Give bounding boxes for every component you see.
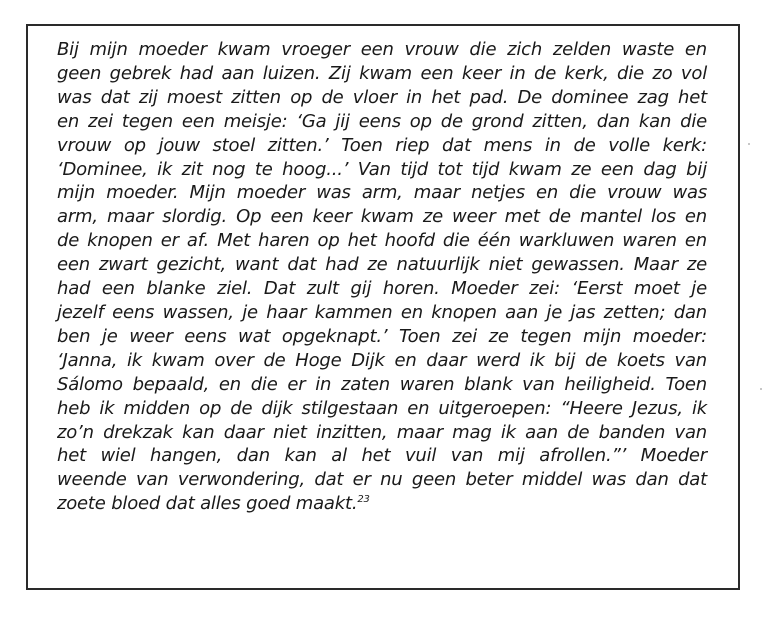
text-line: ‘Dominee, ik zit nog te hoog...’ Van tijd tot tijd kwam ze een dag bij	[57, 158, 707, 180]
text-line-last	[57, 492, 707, 516]
text-line: geen gebrek had aan luizen. Zij kwam een keer in de kerk, die zo vol	[57, 62, 707, 84]
scan-speck	[748, 143, 750, 145]
text-line: mijn moeder. Mijn moeder was arm, maar netjes en die vrouw was	[57, 182, 707, 204]
text-line: ben je weer eens wat opgeknapt.’ Toen zei ze tegen mijn moeder:	[57, 325, 707, 347]
text-line: arm, maar slordig. Op een keer kwam ze weer met de mantel los en	[57, 206, 707, 228]
text-line: heb ik midden op de dijk stilgestaan en uitgeroepen: “Heere Jezus, ik	[57, 397, 707, 419]
text-line: jezelf eens wassen, je haar kammen en knopen aan je jas zetten; dan	[57, 301, 707, 323]
last-line-text: zoete bloed dat alles goed maakt.	[57, 493, 358, 515]
scan-speck	[760, 388, 762, 390]
text-line: weende van verwondering, dat er nu geen beter middel was dan dat	[57, 469, 707, 491]
text-line: een zwart gezicht, want dat had ze natuurlijk niet gewassen. Maar ze	[57, 254, 707, 276]
text-line: was dat zij moest zitten op de vloer in het pad. De dominee zag het	[57, 86, 707, 108]
footnote-marker: 23	[357, 494, 370, 506]
text-line: de knopen er af. Met haren op het hoofd die één warkluwen waren en	[57, 230, 707, 252]
text-line: had een blanke ziel. Dat zult gij horen. Moeder zei: ‘Eerst moet je	[57, 278, 707, 300]
text-line: zo’n drekzak kan daar niet inzitten, maar mag ik aan de banden van	[57, 421, 707, 443]
text-line: Bij mijn moeder kwam vroeger een vrouw die zich zelden waste en	[57, 39, 707, 60]
text-line: het wiel hangen, dan kan al het vuil van mij afrollen.”’ Moeder	[57, 445, 707, 467]
text-line: ‘Janna, ik kwam over de Hoge Dijk en daar werd ik bij de koets van	[57, 349, 707, 371]
text-line: en zei tegen een meisje: ‘Ga jij eens op de grond zitten, dan kan die	[57, 110, 707, 132]
quote-paragraph	[57, 38, 707, 516]
text-line: Sálomo bepaald, en die er in zaten waren blank van heiligheid. Toen	[57, 373, 707, 395]
text-line: vrouw op jouw stoel zitten.’ Toen riep dat mens in de volle kerk:	[57, 134, 707, 156]
